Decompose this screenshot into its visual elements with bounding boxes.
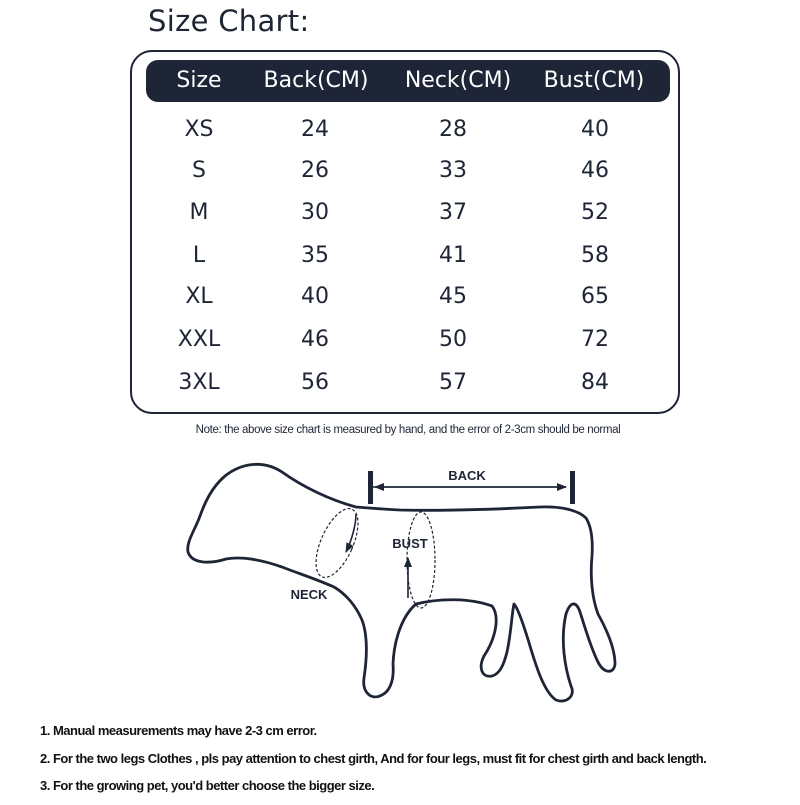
neck-cell: 50 — [439, 327, 467, 352]
size-chart-table — [130, 50, 680, 414]
size-cell: S — [192, 158, 206, 183]
back-cell: 26 — [301, 158, 329, 183]
bust-cell: 52 — [581, 200, 609, 225]
measurement-note: Note: the above size chart is measured by hand, and the error of 2-3cm should be normal — [195, 424, 621, 436]
bust-cell: 65 — [581, 284, 609, 309]
table-header — [146, 60, 670, 102]
back-cell: 35 — [301, 243, 329, 268]
neck-cell: 28 — [439, 117, 467, 142]
neck-cell: 57 — [439, 370, 467, 395]
back-cell: 24 — [301, 117, 329, 142]
back-label: BACK — [448, 468, 486, 483]
dog-measurement-diagram — [0, 440, 800, 720]
back-cell: 30 — [301, 200, 329, 225]
header-back: Back(CM) — [263, 68, 369, 93]
size-cell: 3XL — [178, 370, 220, 395]
instruction-item: 2. For the two legs Clothes , pls pay attention to chest girth, And for four legs, must fit for chest girth and back length. — [40, 750, 707, 766]
neck-measure-loop — [307, 503, 366, 584]
neck-arrow-icon — [346, 514, 356, 552]
size-chart-title: Size Chart: — [148, 4, 310, 38]
header-size: Size — [176, 68, 222, 93]
bust-label: BUST — [392, 536, 428, 551]
size-cell: M — [189, 200, 209, 225]
neck-cell: 45 — [439, 284, 467, 309]
table-row — [132, 241, 678, 271]
size-cell: XL — [185, 284, 213, 309]
table-row — [132, 282, 678, 312]
size-cell: XXL — [177, 327, 221, 352]
header-bust: Bust(CM) — [543, 68, 645, 93]
back-start-marker — [368, 471, 373, 504]
instruction-item: 1. Manual measurements may have 2-3 cm error. — [40, 723, 317, 738]
bust-cell: 46 — [581, 158, 609, 183]
instructions-list — [40, 722, 706, 805]
table-row — [132, 115, 678, 145]
instruction-item: 3. For the growing pet, you'd better choose the bigger size. — [40, 778, 375, 793]
table-row — [132, 156, 678, 186]
back-cell: 40 — [301, 284, 329, 309]
table-row — [132, 198, 678, 228]
table-row — [132, 368, 678, 398]
bust-cell: 84 — [581, 370, 609, 395]
neck-label: NECK — [290, 587, 328, 602]
neck-cell: 37 — [439, 200, 467, 225]
size-cell: XS — [184, 117, 214, 142]
bust-measure-loop — [407, 512, 435, 608]
back-end-marker — [570, 471, 575, 504]
size-cell: L — [192, 243, 206, 268]
bust-cell: 58 — [581, 243, 609, 268]
table-row — [132, 325, 678, 355]
dog-outline-icon — [188, 464, 615, 701]
neck-cell: 41 — [439, 243, 467, 268]
header-neck: Neck(CM) — [404, 68, 512, 93]
back-cell: 56 — [301, 370, 329, 395]
bust-cell: 72 — [581, 327, 609, 352]
neck-cell: 33 — [439, 158, 467, 183]
back-cell: 46 — [301, 327, 329, 352]
bust-cell: 40 — [581, 117, 609, 142]
